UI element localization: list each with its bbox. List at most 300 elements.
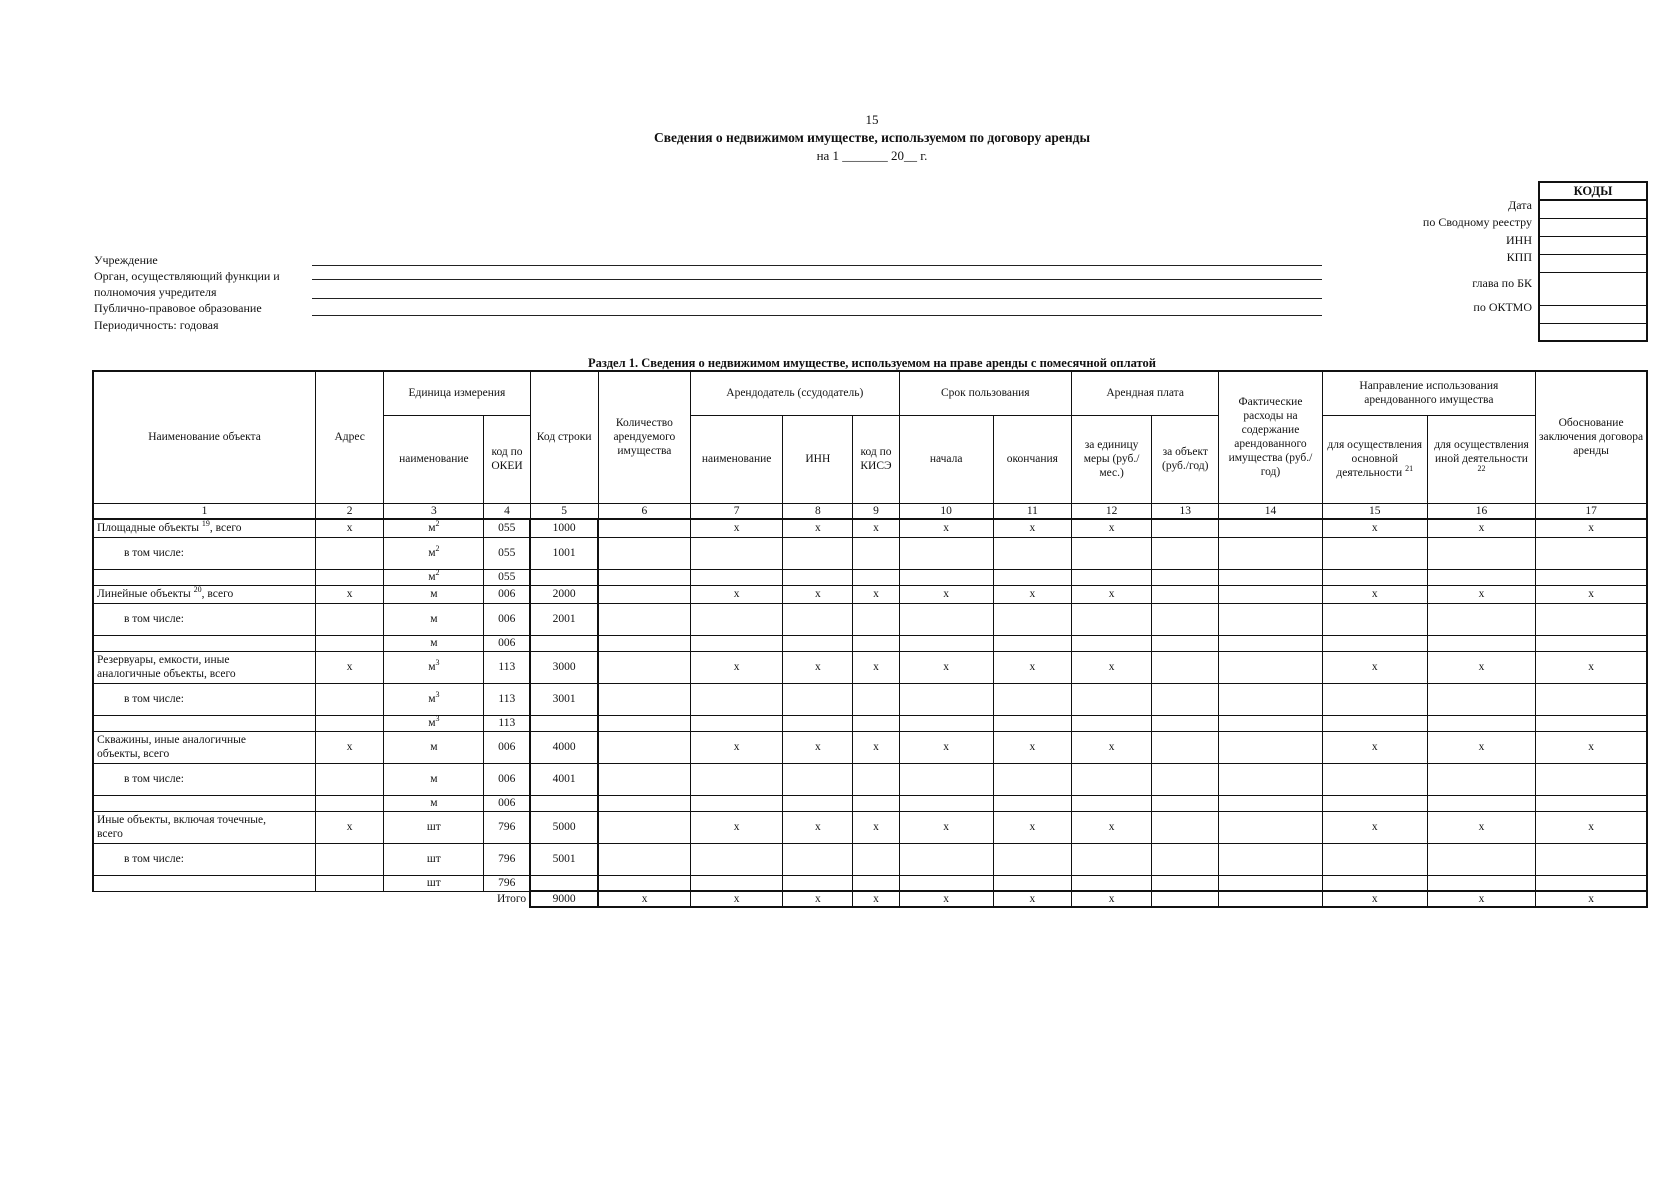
data-cell[interactable] — [899, 569, 993, 585]
data-cell[interactable] — [853, 537, 899, 569]
quantity-cell[interactable] — [598, 843, 690, 875]
table-row — [93, 843, 1647, 875]
row-code-cell: 4000 — [530, 731, 598, 763]
data-cell[interactable] — [1219, 715, 1322, 731]
founder-label-line1: Орган, осуществляющий функции и — [94, 269, 280, 283]
data-cell[interactable] — [1536, 635, 1647, 651]
okei-code-cell: 113 — [484, 683, 530, 715]
data-cell[interactable] — [1152, 843, 1219, 875]
data-cell[interactable] — [853, 603, 899, 635]
data-cell[interactable] — [1152, 795, 1219, 811]
object-name-line2: всего — [97, 828, 123, 840]
codes-cell-extra[interactable] — [1538, 324, 1648, 342]
data-cell: x — [899, 585, 993, 603]
data-cell: x — [1071, 585, 1151, 603]
object-name-cell[interactable] — [93, 635, 316, 651]
object-name-cell[interactable] — [93, 875, 316, 891]
data-cell: x — [993, 519, 1071, 537]
unit-name: м — [428, 547, 436, 559]
quantity-cell[interactable] — [598, 651, 690, 683]
table-row — [93, 811, 1647, 843]
data-cell[interactable] — [993, 843, 1071, 875]
data-cell: x — [1536, 651, 1647, 683]
unit-name: м — [430, 637, 438, 649]
data-cell: x — [899, 811, 993, 843]
page-number: 15 — [865, 112, 879, 127]
data-cell[interactable] — [1152, 635, 1219, 651]
column-number: 12 — [1071, 503, 1151, 519]
codes-cell-date[interactable] — [1538, 201, 1648, 219]
okei-code-cell: 006 — [484, 603, 530, 635]
quantity-cell[interactable] — [598, 635, 690, 651]
data-cell[interactable] — [1322, 763, 1427, 795]
data-cell[interactable] — [1219, 585, 1322, 603]
data-cell[interactable] — [691, 683, 783, 715]
data-cell[interactable] — [1071, 603, 1151, 635]
unit-power: 2 — [435, 519, 440, 529]
data-cell[interactable] — [1152, 537, 1219, 569]
data-cell[interactable] — [993, 763, 1071, 795]
row-code-cell: 2001 — [530, 603, 598, 635]
data-cell[interactable] — [783, 843, 853, 875]
column-number: 16 — [1427, 503, 1535, 519]
data-cell[interactable] — [899, 763, 993, 795]
object-name-tail: , всего — [209, 522, 242, 535]
data-cell[interactable] — [1536, 537, 1647, 569]
data-cell[interactable] — [1152, 875, 1219, 891]
column-number: 5 — [530, 503, 598, 519]
codes-cell-oktmo[interactable] — [1538, 306, 1648, 324]
section-title: Раздел 1. Сведения о недвижимом имуществе, используемом на праве аренды с помесячной оплатой — [588, 356, 1156, 370]
data-cell[interactable] — [1427, 763, 1535, 795]
okei-code-cell: 006 — [484, 763, 530, 795]
data-cell[interactable] — [691, 569, 783, 585]
column-number: 17 — [1536, 503, 1647, 519]
quantity-cell[interactable] — [598, 569, 690, 585]
data-cell[interactable] — [1322, 537, 1427, 569]
data-cell: x — [783, 585, 853, 603]
row-code-cell — [530, 635, 598, 651]
data-cell: x — [1427, 731, 1535, 763]
address-cell[interactable] — [316, 569, 384, 585]
data-cell[interactable] — [1152, 519, 1219, 537]
data-cell[interactable] — [691, 635, 783, 651]
unit-name: м — [430, 773, 438, 785]
public-entity-label: Публично-правовое образование — [94, 301, 262, 315]
data-cell[interactable] — [1427, 537, 1535, 569]
data-cell[interactable] — [1071, 715, 1151, 731]
th-term-start: начала — [899, 415, 993, 503]
data-cell: x — [853, 585, 899, 603]
unit-name-cell — [384, 651, 484, 683]
quantity-cell[interactable] — [598, 763, 690, 795]
data-cell: x — [691, 519, 783, 537]
address-cell: x — [316, 519, 384, 537]
data-cell[interactable] — [1219, 683, 1322, 715]
data-cell[interactable] — [993, 683, 1071, 715]
data-cell[interactable] — [1536, 603, 1647, 635]
okei-code-cell: 796 — [484, 843, 530, 875]
data-cell[interactable] — [993, 635, 1071, 651]
subitem-label: в том числе: — [93, 763, 316, 795]
data-cell: x — [899, 519, 993, 537]
quantity-cell[interactable] — [598, 603, 690, 635]
table-row — [93, 585, 1647, 603]
data-cell[interactable] — [853, 843, 899, 875]
address-cell[interactable] — [316, 603, 384, 635]
data-cell[interactable] — [691, 763, 783, 795]
data-cell[interactable] — [783, 603, 853, 635]
data-cell[interactable] — [1219, 635, 1322, 651]
address-cell: x — [316, 811, 384, 843]
table-row — [93, 683, 1647, 715]
codes-cell-inn[interactable] — [1538, 237, 1648, 255]
data-cell[interactable] — [1152, 683, 1219, 715]
column-numbers-row — [93, 503, 1647, 519]
data-cell: x — [993, 651, 1071, 683]
data-cell[interactable] — [1322, 875, 1427, 891]
data-cell[interactable] — [783, 795, 853, 811]
data-cell[interactable] — [993, 603, 1071, 635]
data-cell[interactable] — [1427, 843, 1535, 875]
data-cell[interactable] — [853, 683, 899, 715]
row-code-cell: 1000 — [530, 519, 598, 537]
unit-power: 3 — [435, 658, 440, 668]
column-number: 1 — [93, 503, 316, 519]
data-cell[interactable] — [1219, 603, 1322, 635]
data-cell: x — [993, 731, 1071, 763]
codes-label-date: Дата — [1508, 198, 1532, 212]
total-row — [93, 891, 1647, 907]
unit-name-cell — [384, 843, 484, 875]
data-cell[interactable] — [691, 795, 783, 811]
data-cell[interactable] — [1322, 603, 1427, 635]
data-cell[interactable] — [853, 795, 899, 811]
data-cell[interactable] — [1219, 519, 1322, 537]
total-data-cell: x — [1536, 891, 1647, 907]
object-name-cell[interactable] — [93, 795, 316, 811]
data-cell[interactable] — [993, 537, 1071, 569]
data-cell[interactable] — [1219, 843, 1322, 875]
okei-code-cell: 055 — [484, 537, 530, 569]
data-cell: x — [1427, 585, 1535, 603]
data-cell[interactable] — [1219, 795, 1322, 811]
okei-code-cell: 006 — [484, 795, 530, 811]
address-cell: x — [316, 731, 384, 763]
subitem-label: в том числе: — [93, 843, 316, 875]
data-cell[interactable] — [993, 795, 1071, 811]
data-cell[interactable] — [1219, 537, 1322, 569]
data-cell[interactable] — [1427, 569, 1535, 585]
column-number: 14 — [1219, 503, 1322, 519]
unit-name: м — [428, 522, 436, 535]
table-row — [93, 731, 1647, 763]
data-cell[interactable] — [1152, 763, 1219, 795]
unit-power: 3 — [435, 690, 440, 700]
column-number: 11 — [993, 503, 1071, 519]
address-cell[interactable] — [316, 635, 384, 651]
data-cell[interactable] — [993, 569, 1071, 585]
total-data-cell: x — [1071, 891, 1151, 907]
unit-name: м — [428, 661, 436, 673]
data-cell[interactable] — [691, 715, 783, 731]
quantity-cell[interactable] — [598, 683, 690, 715]
okei-code-cell: 113 — [484, 715, 530, 731]
quantity-cell[interactable] — [598, 585, 690, 603]
data-cell: x — [1322, 585, 1427, 603]
th-usage-main: для осуществления основной деятельности $^{21}$ — [1322, 415, 1427, 503]
object-name-line2: аналогичные объекты, всего — [97, 668, 236, 680]
data-cell[interactable] — [1071, 537, 1151, 569]
data-cell[interactable] — [899, 635, 993, 651]
data-cell[interactable] — [899, 603, 993, 635]
data-cell[interactable] — [783, 715, 853, 731]
okei-code-cell: 796 — [484, 811, 530, 843]
data-cell[interactable] — [1536, 875, 1647, 891]
data-cell[interactable] — [1322, 683, 1427, 715]
quantity-cell[interactable] — [598, 519, 690, 537]
codes-cell-kpp[interactable] — [1538, 255, 1648, 273]
property-table — [92, 370, 1648, 908]
data-cell[interactable] — [1152, 811, 1219, 843]
data-cell[interactable] — [1152, 651, 1219, 683]
total-code-cell: 9000 — [530, 891, 598, 907]
row-code-cell: 5000 — [530, 811, 598, 843]
th-address: Адрес — [316, 371, 384, 503]
unit-name: м — [430, 613, 438, 625]
th-lessor-inn: ИНН — [783, 415, 853, 503]
data-cell[interactable] — [783, 537, 853, 569]
unit-name-cell — [384, 683, 484, 715]
data-cell: x — [1536, 519, 1647, 537]
data-cell[interactable] — [1536, 569, 1647, 585]
row-code-cell: 3000 — [530, 651, 598, 683]
quantity-cell[interactable] — [598, 731, 690, 763]
data-cell[interactable] — [1219, 651, 1322, 683]
data-cell[interactable] — [783, 875, 853, 891]
data-cell[interactable] — [899, 683, 993, 715]
data-cell[interactable] — [1152, 603, 1219, 635]
data-cell[interactable] — [1219, 569, 1322, 585]
codes-cell-bk[interactable] — [1538, 273, 1648, 306]
data-cell: x — [691, 811, 783, 843]
codes-header: КОДЫ — [1538, 181, 1648, 201]
column-number: 10 — [899, 503, 993, 519]
data-cell: x — [783, 651, 853, 683]
okei-code-cell: 006 — [484, 585, 530, 603]
object-name: Линейные объекты — [97, 588, 191, 600]
data-cell[interactable] — [1427, 635, 1535, 651]
data-cell: x — [691, 585, 783, 603]
column-number: 8 — [783, 503, 853, 519]
data-cell[interactable] — [1427, 875, 1535, 891]
data-cell: x — [1536, 585, 1647, 603]
data-cell: x — [1322, 651, 1427, 683]
data-cell[interactable] — [1071, 635, 1151, 651]
total-data-cell: x — [993, 891, 1071, 907]
footnote-mark: 19 — [201, 519, 210, 529]
column-number: 6 — [598, 503, 690, 519]
data-cell[interactable] — [1536, 843, 1647, 875]
data-cell: x — [1427, 811, 1535, 843]
address-cell[interactable] — [316, 683, 384, 715]
data-cell[interactable] — [853, 763, 899, 795]
codes-label-oktmo: по ОКТМО — [1473, 300, 1532, 314]
data-cell[interactable] — [1152, 585, 1219, 603]
row-code-cell — [530, 875, 598, 891]
data-cell[interactable] — [783, 763, 853, 795]
unit-name: шт — [426, 877, 441, 889]
data-cell[interactable] — [783, 683, 853, 715]
address-cell[interactable] — [316, 763, 384, 795]
data-cell[interactable] — [1536, 683, 1647, 715]
data-cell[interactable] — [1322, 795, 1427, 811]
data-cell[interactable] — [899, 795, 993, 811]
quantity-cell[interactable] — [598, 715, 690, 731]
data-cell: x — [899, 651, 993, 683]
table-row — [93, 875, 1647, 891]
data-cell[interactable] — [899, 875, 993, 891]
data-cell[interactable] — [1152, 569, 1219, 585]
data-cell[interactable] — [1536, 715, 1647, 731]
data-cell[interactable] — [1427, 795, 1535, 811]
data-cell: x — [1322, 811, 1427, 843]
object-name-cell — [93, 519, 316, 537]
data-cell[interactable] — [1071, 795, 1151, 811]
codes-box — [1538, 181, 1648, 342]
unit-name-cell — [384, 763, 484, 795]
table-row — [93, 715, 1647, 731]
quantity-cell[interactable] — [598, 875, 690, 891]
founder-line-a — [312, 279, 1322, 280]
quantity-cell[interactable] — [598, 811, 690, 843]
total-data-cell: x — [598, 891, 690, 907]
object-name-cell[interactable] — [93, 715, 316, 731]
quantity-cell[interactable] — [598, 537, 690, 569]
th-rent-unit: за единицу меры (руб./мес.) — [1071, 415, 1151, 503]
total-data-cell: x — [853, 891, 899, 907]
data-cell: x — [783, 731, 853, 763]
address-cell[interactable] — [316, 875, 384, 891]
unit-name: м — [428, 571, 436, 583]
okei-code-cell: 796 — [484, 875, 530, 891]
address-cell[interactable] — [316, 537, 384, 569]
data-cell: x — [993, 585, 1071, 603]
data-cell[interactable] — [853, 569, 899, 585]
data-cell[interactable] — [1219, 811, 1322, 843]
data-cell[interactable] — [853, 875, 899, 891]
data-cell[interactable] — [1152, 715, 1219, 731]
data-cell[interactable] — [1427, 603, 1535, 635]
unit-name-cell — [384, 519, 484, 537]
data-cell[interactable] — [993, 875, 1071, 891]
founder-line-b — [312, 298, 1322, 299]
unit-name: м — [430, 797, 438, 809]
unit-name-cell — [384, 635, 484, 651]
codes-cell-registry[interactable] — [1538, 219, 1648, 237]
data-cell: x — [1071, 731, 1151, 763]
unit-name-cell — [384, 537, 484, 569]
data-cell[interactable] — [853, 715, 899, 731]
unit-power: 2 — [435, 569, 440, 578]
row-code-cell: 4001 — [530, 763, 598, 795]
address-cell[interactable] — [316, 795, 384, 811]
data-cell[interactable] — [1071, 569, 1151, 585]
th-object-name: Наименование объекта — [93, 371, 316, 503]
data-cell[interactable] — [1219, 763, 1322, 795]
data-cell[interactable] — [1427, 683, 1535, 715]
institution-line — [312, 265, 1322, 266]
okei-code-cell: 055 — [484, 519, 530, 537]
codes-label-kpp: КПП — [1506, 250, 1532, 264]
data-cell[interactable] — [691, 603, 783, 635]
data-cell[interactable] — [1536, 763, 1647, 795]
table-row — [93, 519, 1647, 537]
column-number: 3 — [384, 503, 484, 519]
codes-label-bk: глава по БК — [1472, 276, 1532, 290]
data-cell[interactable] — [1322, 843, 1427, 875]
data-cell[interactable] — [1152, 731, 1219, 763]
unit-name-cell — [384, 715, 484, 731]
row-code-cell: 5001 — [530, 843, 598, 875]
data-cell[interactable] — [993, 715, 1071, 731]
data-cell: x — [1536, 811, 1647, 843]
data-cell[interactable] — [691, 843, 783, 875]
data-cell[interactable] — [1071, 843, 1151, 875]
total-data-cell: x — [783, 891, 853, 907]
data-cell[interactable] — [899, 843, 993, 875]
data-cell[interactable] — [1322, 635, 1427, 651]
th-term: Срок пользования — [899, 371, 1071, 415]
quantity-cell[interactable] — [598, 795, 690, 811]
unit-name-cell — [384, 585, 484, 603]
data-cell: x — [1071, 519, 1151, 537]
data-cell[interactable] — [1071, 875, 1151, 891]
data-cell: x — [1536, 731, 1647, 763]
data-cell[interactable] — [899, 715, 993, 731]
data-cell[interactable] — [899, 537, 993, 569]
data-cell[interactable] — [1536, 795, 1647, 811]
address-cell[interactable] — [316, 843, 384, 875]
data-cell[interactable] — [1219, 875, 1322, 891]
unit-name-cell — [384, 795, 484, 811]
data-cell[interactable] — [853, 635, 899, 651]
data-cell[interactable] — [1322, 715, 1427, 731]
data-cell[interactable] — [783, 569, 853, 585]
address-cell[interactable] — [316, 715, 384, 731]
object-name-cell — [93, 811, 316, 843]
data-cell[interactable] — [1071, 683, 1151, 715]
data-cell: x — [1427, 519, 1535, 537]
row-code-cell — [530, 569, 598, 585]
data-cell[interactable] — [1427, 715, 1535, 731]
object-name-cell — [93, 585, 316, 603]
row-code-cell: 1001 — [530, 537, 598, 569]
table-row — [93, 537, 1647, 569]
unit-name: шт — [426, 853, 441, 865]
object-name-cell[interactable] — [93, 569, 316, 585]
data-cell[interactable] — [691, 537, 783, 569]
column-number: 7 — [691, 503, 783, 519]
data-cell[interactable] — [783, 635, 853, 651]
okei-code-cell: 006 — [484, 731, 530, 763]
data-cell[interactable] — [691, 875, 783, 891]
data-cell[interactable] — [1071, 763, 1151, 795]
subitem-label: в том числе: — [93, 603, 316, 635]
data-cell[interactable] — [1322, 569, 1427, 585]
unit-name-cell — [384, 603, 484, 635]
data-cell[interactable] — [1219, 731, 1322, 763]
